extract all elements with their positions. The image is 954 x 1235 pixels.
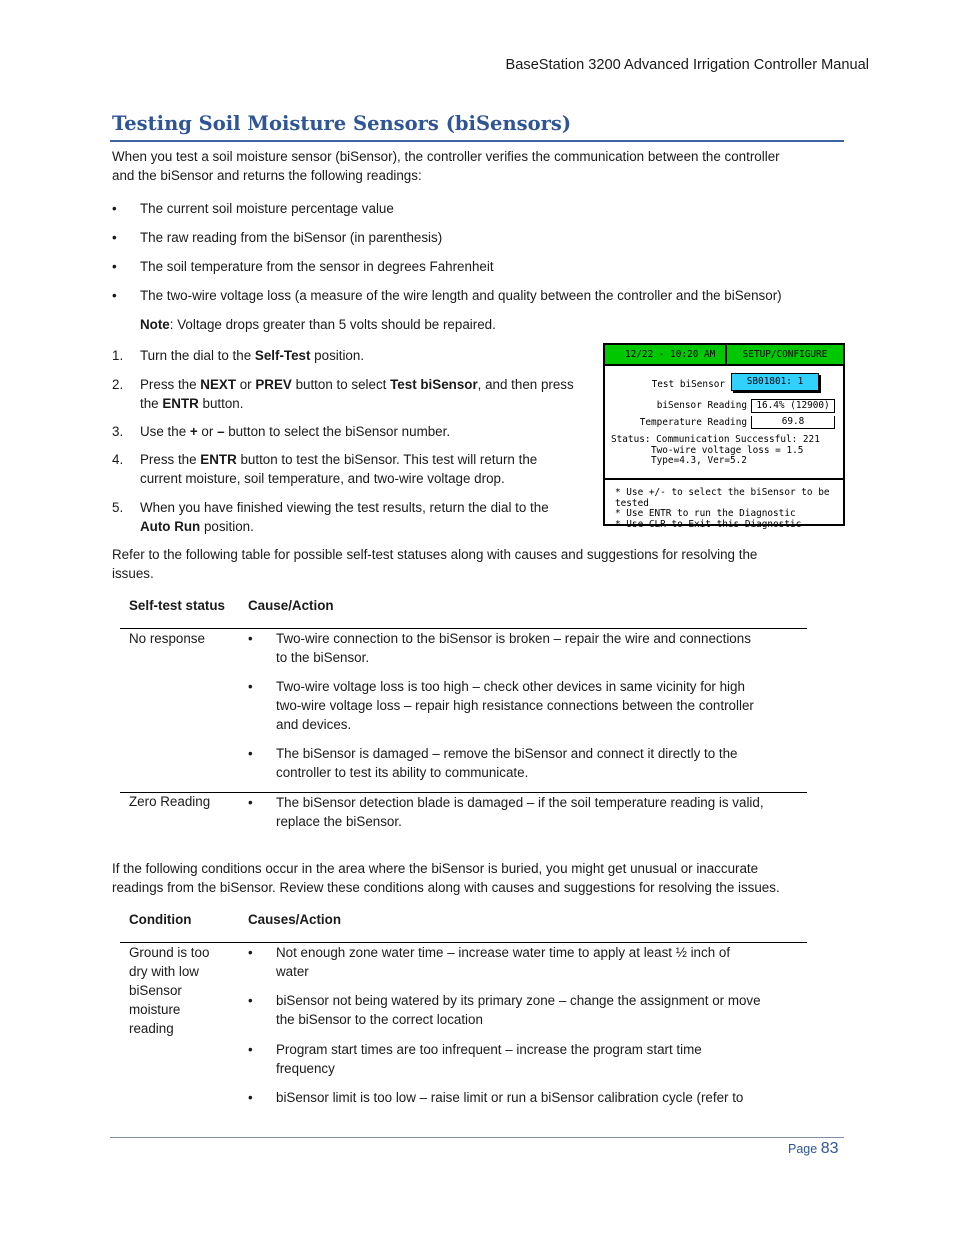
help-line: * Use ENTR to run the Diagnostic: [615, 508, 796, 519]
running-header: BaseStation 3200 Advanced Irrigation Controller Manual: [505, 57, 869, 73]
reading-bullet: [112, 286, 842, 305]
help-line: * Use +/- to select the biSensor to be tested: [615, 487, 830, 509]
item-line: water: [276, 964, 309, 979]
screen-divider: [605, 478, 843, 480]
item-line: the biSensor to the correct location: [276, 1012, 483, 1027]
item-line: to the biSensor.: [276, 650, 370, 665]
step-bold: +: [189, 424, 198, 439]
bullet-icon: •: [248, 746, 253, 761]
step-text: button to select the biSensor number.: [224, 424, 451, 439]
refer-line: readings from the biSensor. Review these conditions along with causes and suggestions for resolving the issues.: [112, 880, 780, 895]
bullet-icon: •: [112, 288, 117, 303]
table1-item: [248, 629, 803, 667]
refer-paragraph-2: [112, 859, 842, 897]
help-line: * Use CLR to Exit this Diagnostic: [615, 518, 802, 530]
step-text: Press the: [140, 452, 201, 467]
reading-label: biSensor Reading: [656, 400, 747, 411]
intro-line: When you test a soil moisture sensor (biSensor), the controller verifies the communication between the controller: [112, 149, 780, 164]
table1-status: Zero Reading: [129, 794, 211, 809]
reading-bullet: [112, 257, 842, 276]
bullet-icon: •: [112, 201, 117, 216]
footer-rule: [110, 1137, 844, 1138]
bullet-icon: •: [248, 1090, 253, 1105]
status-block: [611, 435, 820, 467]
intro-paragraph: [112, 147, 842, 185]
step-text: When you have finished viewing the test results, return the dial to the: [140, 500, 549, 515]
controller-screen: [603, 343, 845, 530]
status-line: Type=4.3, Ver=5.2: [651, 455, 747, 466]
step-text: , and then press: [477, 377, 574, 392]
step-text: the: [140, 396, 163, 411]
intro-line: and the biSensor and returns the following readings:: [112, 168, 422, 183]
bullet-icon: •: [248, 993, 253, 1008]
item-line: Two-wire voltage loss is too high – check other devices in same vicinity for high: [276, 679, 745, 694]
table1-header-cause: Cause/Action: [248, 598, 334, 613]
step-text: current moisture, soil temperature, and two-wire voltage drop.: [140, 471, 505, 486]
page-label: Page: [788, 1142, 818, 1156]
bullet-icon: •: [112, 259, 117, 274]
refer-paragraph-1: [112, 545, 842, 583]
item-line: biSensor limit is too low – raise limit or run a biSensor calibration cycle (refer to: [276, 1090, 744, 1105]
table2-item: [248, 1088, 803, 1107]
note-text: : Voltage drops greater than 5 volts should be repaired.: [169, 317, 496, 332]
temp-label: Temperature Reading: [639, 417, 747, 428]
table1-item: [248, 677, 803, 734]
bullet-icon: •: [248, 631, 253, 646]
step-text: position.: [200, 519, 254, 534]
item-line: Two-wire connection to the biSensor is broken – repair the wire and connections: [276, 631, 751, 646]
table2-item: [248, 991, 803, 1029]
step-bold: ENTR: [200, 452, 237, 467]
refer-line: If the following conditions occur in the area where the biSensor is buried, you might get unusual or inaccurate: [112, 861, 759, 876]
step-text: position.: [310, 348, 365, 363]
section-title: Testing Soil Moisture Sensors (biSensors): [112, 112, 572, 135]
temp-value: 69.8: [751, 416, 835, 429]
page-number: [788, 1140, 838, 1158]
note: [112, 315, 842, 334]
bullet-icon: •: [248, 795, 253, 810]
bullet-text: The soil temperature from the sensor in degrees Fahrenheit: [140, 259, 494, 274]
item-line: controller to test its ability to communicate.: [276, 765, 529, 780]
bullet-text: The current soil moisture percentage value: [140, 201, 394, 216]
status-line: Status: Communication Successful: 221: [611, 434, 820, 445]
table1-status: No response: [129, 631, 205, 646]
step-3: [112, 422, 592, 441]
step-text: Turn the dial to the: [140, 348, 255, 363]
step-bold: –: [217, 424, 225, 439]
screen-date: 12/22 - 10:20 AM: [625, 349, 716, 360]
condition-line: moisture: [129, 1002, 181, 1017]
condition-line: biSensor: [129, 983, 182, 998]
bullet-icon: •: [248, 1042, 253, 1057]
condition-line: reading: [129, 1021, 174, 1036]
bullet-text: The raw reading from the biSensor (in parenthesis): [140, 230, 443, 245]
reading-bullet: [112, 199, 842, 218]
table2-header-causes: Causes/Action: [248, 912, 342, 927]
condition-line: Ground is too: [129, 945, 210, 960]
table2-item: [248, 1040, 803, 1078]
item-line: Not enough zone water time – increase water time to apply at least ½ inch of: [276, 945, 731, 960]
step-bold: NEXT: [200, 377, 237, 392]
refer-line: issues.: [112, 566, 154, 581]
step-number: 4.: [112, 452, 124, 467]
step-text: or: [197, 424, 218, 439]
condition-line: dry with low: [129, 964, 199, 979]
step-bold: PREV: [255, 377, 292, 392]
page-number-value: 83: [820, 1140, 839, 1157]
screen-header: [605, 345, 843, 366]
note-label: Note: [140, 317, 170, 332]
table1-header-status: Self-test status: [129, 598, 225, 613]
step-text: button.: [198, 396, 244, 411]
step-number: 3.: [112, 424, 124, 439]
table2-condition: [129, 943, 209, 1038]
bullet-icon: •: [248, 945, 253, 960]
step-text: Press the: [140, 377, 201, 392]
step-text: button to test the biSensor. This test will return the: [236, 452, 538, 467]
test-label: Test biSensor: [651, 379, 725, 390]
item-line: and devices.: [276, 717, 352, 732]
table1-item: [248, 793, 803, 831]
item-line: Program start times are too infrequent – increase the program start time: [276, 1042, 702, 1057]
step-2: [112, 375, 592, 413]
help-block: [615, 488, 843, 530]
table2-item: [248, 943, 803, 981]
table2-header-condition: Condition: [129, 912, 192, 927]
step-bold: Test biSensor: [390, 377, 478, 392]
item-line: biSensor not being watered by its primary zone – change the assignment or move: [276, 993, 761, 1008]
step-bold: Auto Run: [140, 519, 201, 534]
step-5: [112, 498, 592, 536]
screen-mode: SETUP/CONFIGURE: [725, 345, 843, 364]
item-line: frequency: [276, 1061, 335, 1076]
bullet-icon: •: [248, 679, 253, 694]
reading-value: 16.4% (12900): [751, 399, 835, 413]
reading-bullet: [112, 228, 842, 247]
test-value: SB01801: 1: [731, 373, 819, 391]
table1-item: [248, 744, 803, 782]
step-number: 1.: [112, 348, 124, 363]
step-text: or: [236, 377, 256, 392]
item-line: two-wire voltage loss – repair high resistance connections between the controller: [276, 698, 754, 713]
item-line: The biSensor is damaged – remove the biSensor and connect it directly to the: [276, 746, 738, 761]
title-rule: [110, 140, 844, 142]
step-bold: ENTR: [162, 396, 199, 411]
status-line: Two-wire voltage loss = 1.5: [651, 444, 804, 456]
step-text: button to select: [291, 377, 391, 392]
bullet-text: The two-wire voltage loss (a measure of the wire length and quality between the controller and the biSensor): [140, 288, 782, 303]
step-number: 5.: [112, 500, 124, 515]
refer-line: Refer to the following table for possible self-test statuses along with causes and suggestions for resolving the: [112, 547, 758, 562]
item-line: The biSensor detection blade is damaged – if the soil temperature reading is valid,: [276, 795, 764, 810]
step-1: [112, 346, 592, 365]
step-bold: Self-Test: [254, 348, 311, 363]
item-line: replace the biSensor.: [276, 814, 402, 829]
step-number: 2.: [112, 377, 124, 392]
step-text: Use the: [140, 424, 190, 439]
step-4: [112, 450, 592, 488]
bullet-icon: •: [112, 230, 117, 245]
